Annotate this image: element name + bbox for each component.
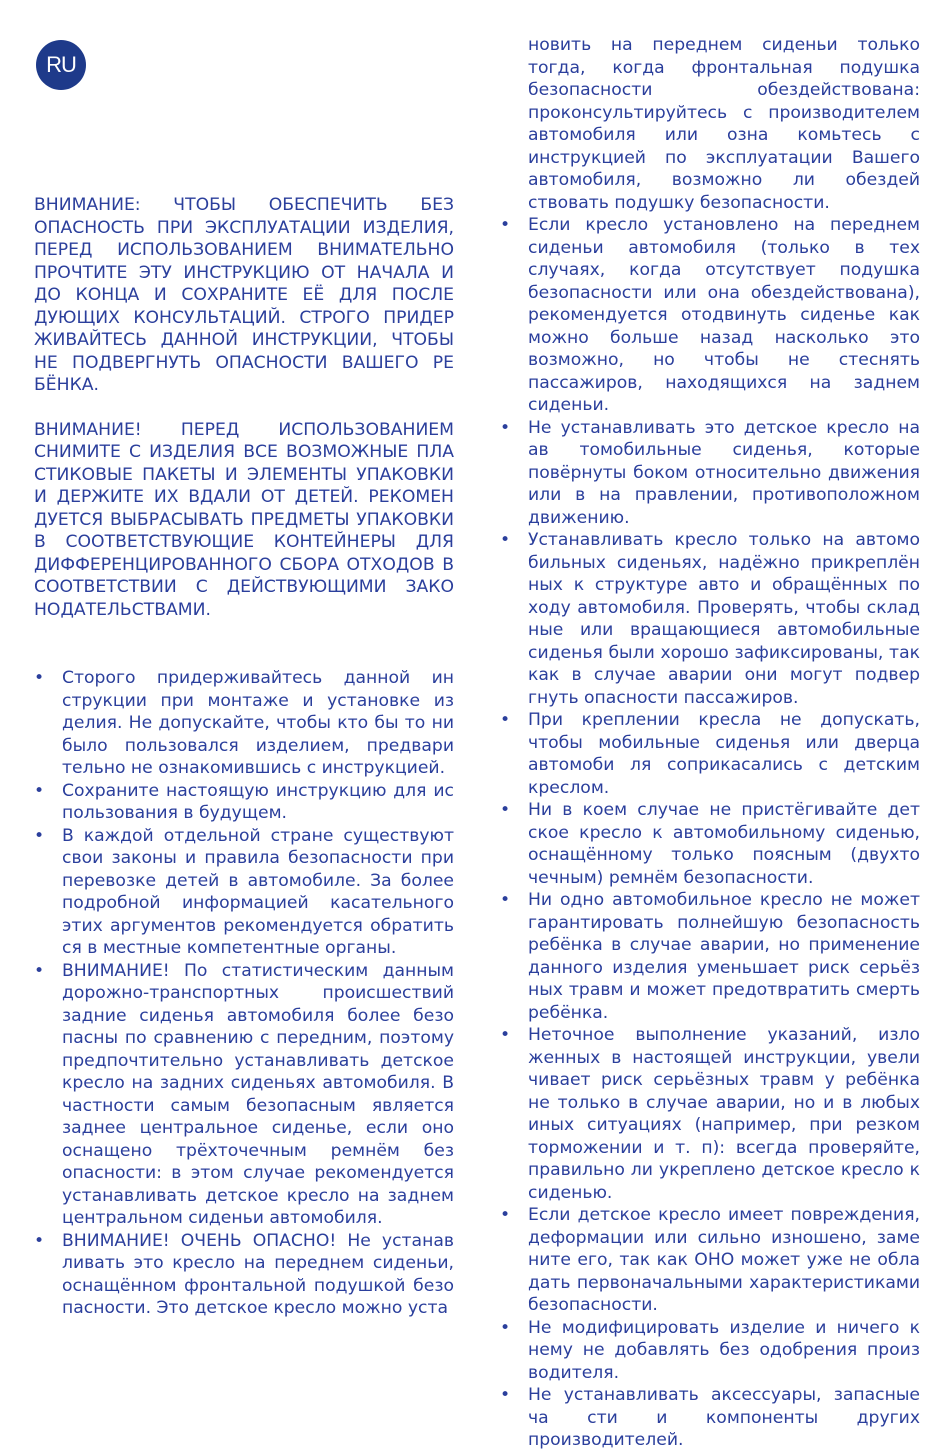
left-bullet-list <box>34 667 454 1320</box>
list-item: • Если кресло установлено на переднем сиденьи автомобиля (только в тех случаях, когда отсутствует подушка безопасности или она обездействована), рекомендуется отодвинуть сиденье как можно больше назад насколько это возможно, но чтобы не стеснять пассажиров, находящихся на заднем сиденьи. <box>500 214 920 417</box>
packaging-warning: ВНИМАНИЕ! ПЕРЕД ИСПОЛЬЗОВАНИЕМ СНИМИТЕ С ИЗДЕЛИЯ ВСЕ ВОЗМОЖНЫЕ ПЛА СТИКОВЫЕ ПАКЕТЫ И ЭЛЕМЕНТЫ УПАКОВКИ И ДЕРЖИТЕ ИХ ВДАЛИ ОТ ДЕТЕЙ. РЕКОМЕН ДУЕТСЯ ВЫБРАСЫВАТЬ ПРЕДМЕТЫ УПАКОВКИ В СООТВЕТСТВУЮЩИЕ КОНТЕЙНЕРЫ ДЛЯ ДИФФЕРЕНЦИРОВАННОГО СБОРА ОТХОДОВ В СООТВЕТСТВИИ С ДЕЙСТВУЮЩИМИ ЗАКО НОДАТЕЛЬСТВАМИ. <box>34 419 454 620</box>
list-item: • Устанавливать кресло только на автомо бильных сиденьях, надёжно прикреплён ных к структуре авто и обращённых по ходу автомобиля. Проверять, чтобы склад ные или вращающиеся автомобильные сиденья были хорошо зафиксированы, так как в случае аварии они могут подвер гнуть опасности пассажиров. <box>500 529 920 709</box>
list-item: • Не устанавливать это детское кресло на ав томобильные сиденья, которые повёрнуты боком относительно движения или в на правлении, противоположном движению. <box>500 417 920 530</box>
safety-warning: ВНИМАНИЕ: ЧТОБЫ ОБЕСПЕЧИТЬ БЕЗ ОПАСНОСТЬ ПРИ ЭКСПЛУАТАЦИИ ИЗДЕЛИЯ, ПЕРЕД ИСПОЛЬЗОВАНИЕМ ВНИМАТЕЛЬНО ПРОЧТИТЕ ЭТУ ИНСТРУКЦИЮ ОТ НАЧАЛА И ДО КОНЦА И СОХРАНИТЕ ЕЁ ДЛЯ ПОСЛЕ ДУЮЩИХ КОНСУЛЬТАЦИЙ. СТРОГО ПРИДЕР ЖИВАЙТЕСЬ ДАННОЙ ИНСТРУКЦИИ, ЧТОБЫ НЕ ПОДВЕРГНУТЬ ОПАСНОСТИ ВАШЕГО РЕ БЁНКА. <box>34 195 454 395</box>
list-item: • Если детское кресло имеет повреждения, деформации или сильно изношено, заме ните его, так как ОНО может уже не обла дать первоначальными характеристиками безопасности. <box>500 1204 920 1317</box>
list-item: • Сохраните настоящую инструкцию для ис пользования в будущем. <box>34 780 454 825</box>
list-item: • Не устанавливать аксессуары, запасные ча сти и компоненты других производителей. <box>500 1384 920 1452</box>
list-item: • Неточное выполнение указаний, изло женных в настоящей инструкции, увели чивает риск серьёзных травм у ребёнка не только в случае аварии, но и в любых иных ситуациях (например, при резком торможении и т. п): всегда проверяйте, правильно ли укреплено детское кресло к сиденью. <box>500 1024 920 1204</box>
right-bullet-list <box>500 214 920 1452</box>
left-column <box>34 194 454 1320</box>
language-badge: RU <box>36 40 86 90</box>
list-item: • ВНИМАНИЕ! ОЧЕНЬ ОПАСНО! Не устанав ливать это кресло на переднем сиденьи, оснащённом фронтальной подушкой безо пасности. Это детское кресло можно уста <box>34 1230 454 1320</box>
list-item: • В каждой отдельной стране существуют свои законы и правила безопасности при перевозке детей в автомобиле. За более подробной информацией касательного этих аргументов рекомендуется обратить ся в местные компетентные органы. <box>34 825 454 960</box>
list-item: • Не модифицировать изделие и ничего к нему не добавлять без одобрения произ водителя. <box>500 1317 920 1385</box>
list-item: • Сторого придерживайтесь данной ин струкции при монтаже и установке из делия. Не допускайте, чтобы кто бы то ни было пользовался изделием, предвари тельно не ознакомившись с инструкцией. <box>34 667 454 780</box>
continued-paragraph: новить на переднем сиденьи только тогда, когда фронтальная подушка безопасности обездействована: проконсультируйтесь с производителем автомобиля или озна комьтесь с инструкцией по эксплуатации Вашего автомобиля, возможно ли обездей ствовать подушку безопасности. <box>528 35 920 213</box>
list-item: • Ни одно автомобильное кресло не может гарантировать полнейшую безопасность ребёнка в случае аварии, но применение данного изделия уменьшает риск серьёз ных травм и может предотвратить смерть ребёнка. <box>500 889 920 1024</box>
list-item: • ВНИМАНИЕ! По статистическим данным дорожно-транспортных происшествий задние сиденья автомобиля более безо пасны по сравнению с передним, поэтому предпочтительно устанавливать детское кресло на задних сиденьях автомобиля. В частности самым безопасным является заднее центральное сиденье, если оно оснащено трёхточечным ремнём без опасности: в этом случае рекомендуется устанавливать детское кресло на заднем центральном сиденьи автомобиля. <box>34 960 454 1230</box>
list-item: • Ни в коем случае не пристёгивайте дет ское кресло к автомобильному сиденью, оснащённому только поясным (двухто чечным) ремнём безопасности. <box>500 799 920 889</box>
right-column <box>500 34 920 1452</box>
list-item: • При креплении кресла не допускать, чтобы мобильные сиденья или дверца автомоби ля соприкасались с детским креслом. <box>500 709 920 799</box>
